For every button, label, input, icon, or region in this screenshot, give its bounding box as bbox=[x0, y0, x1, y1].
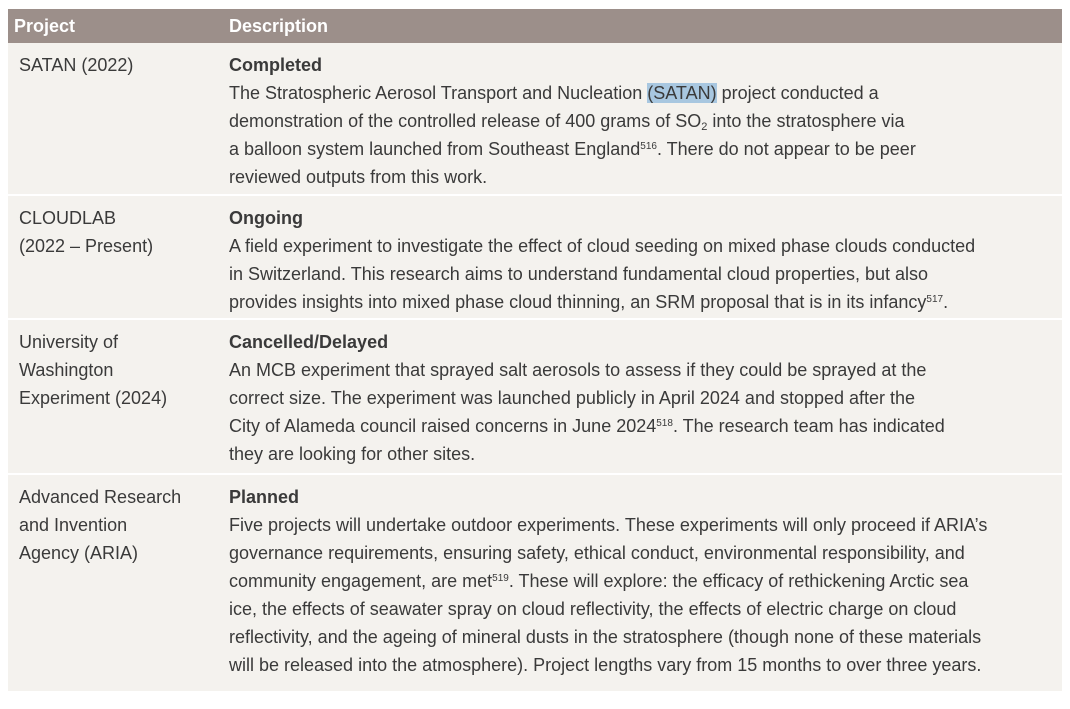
text-run: a balloon system launched from Southeast England bbox=[229, 139, 641, 159]
text-run: correct size. The experiment was launched publicly in April 2024 and stopped after the bbox=[229, 388, 916, 408]
project-description bbox=[229, 475, 1062, 679]
table-row bbox=[8, 475, 1062, 693]
description-line bbox=[229, 440, 1054, 468]
description-line bbox=[229, 384, 1054, 412]
text-run: they are looking for other sites. bbox=[229, 444, 476, 464]
description-line bbox=[229, 539, 1054, 567]
header-project: Project bbox=[14, 15, 76, 36]
subscript: 2 bbox=[701, 121, 708, 133]
description-line bbox=[229, 260, 1054, 288]
status-label: Completed bbox=[229, 55, 323, 75]
description-line bbox=[229, 107, 1054, 135]
description-line bbox=[229, 163, 1054, 191]
description-line bbox=[229, 412, 1054, 440]
description-line bbox=[229, 79, 1054, 107]
text-run: . The research team has indicated bbox=[672, 416, 945, 436]
description-line bbox=[229, 288, 1054, 316]
footnote-reference: 518 bbox=[656, 418, 673, 429]
description-line bbox=[229, 595, 1054, 623]
project-name-line: and Invention bbox=[19, 515, 128, 535]
table-row bbox=[8, 320, 1062, 475]
text-run: will be released into the atmosphere). Project lengths vary from 15 months to over three years. bbox=[229, 655, 982, 675]
text-run: Five projects will undertake outdoor experiments. These experiments will only proceed if ARIA’s bbox=[229, 515, 988, 535]
description-line bbox=[229, 651, 1054, 679]
header-description: Description bbox=[229, 15, 329, 36]
description-line bbox=[229, 135, 1054, 163]
table-row bbox=[8, 196, 1062, 320]
table-row bbox=[8, 43, 1062, 196]
text-run: An MCB experiment that sprayed salt aerosols to assess if they could be sprayed at the bbox=[229, 360, 927, 380]
footnote-reference: 516 bbox=[640, 141, 657, 152]
footnote-reference: 517 bbox=[926, 294, 944, 305]
text-run: A field experiment to investigate the effect of cloud seeding on mixed phase clouds conducted bbox=[229, 236, 976, 256]
text-run: . bbox=[943, 292, 949, 312]
text-run: . These will explore: the efficacy of rethickening Arctic sea bbox=[508, 571, 969, 591]
project-name-line: Advanced Research bbox=[19, 487, 182, 507]
description-line bbox=[229, 356, 1054, 384]
project-name-line: Agency (ARIA) bbox=[19, 543, 139, 563]
project-description bbox=[229, 196, 1062, 318]
text-run: City of Alameda council raised concerns in June 2024 bbox=[229, 416, 657, 436]
text-run: demonstration of the controlled release of 400 grams of SO bbox=[229, 111, 702, 131]
text-run: . There do not appear to be peer bbox=[656, 139, 916, 159]
project-name-line: Experiment (2024) bbox=[19, 388, 168, 408]
projects-table bbox=[8, 9, 1062, 693]
status-label: Ongoing bbox=[229, 208, 303, 228]
project-name bbox=[8, 320, 229, 473]
project-name-line: SATAN (2022) bbox=[19, 55, 134, 75]
text-run: ice, the effects of seawater spray on cloud reflectivity, the effects of electric charge on cloud bbox=[229, 599, 957, 619]
text-run: community engagement, are met bbox=[229, 571, 493, 591]
description-line bbox=[229, 232, 1054, 260]
text-run: project conducted a bbox=[716, 83, 879, 103]
text-run: The Stratospheric Aerosol Transport and Nucleation bbox=[229, 83, 648, 103]
project-name-line: University of bbox=[19, 332, 119, 352]
description-line bbox=[229, 511, 1054, 539]
project-name-line: (2022 – Present) bbox=[19, 236, 154, 256]
text-run: in Switzerland. This research aims to understand fundamental cloud properties, but also bbox=[229, 264, 929, 284]
project-name bbox=[8, 475, 229, 679]
status-label: Planned bbox=[229, 487, 300, 507]
table-header bbox=[8, 9, 1062, 43]
text-run: governance requirements, ensuring safety, ethical conduct, environmental responsibility, and bbox=[229, 543, 965, 563]
status-label: Cancelled/Delayed bbox=[229, 332, 389, 352]
footnote-reference: 519 bbox=[492, 573, 509, 584]
project-description bbox=[229, 43, 1062, 194]
description-line bbox=[229, 567, 1054, 595]
text-run: reviewed outputs from this work. bbox=[229, 167, 488, 187]
table-body bbox=[8, 43, 1062, 693]
text-run: into the stratosphere via bbox=[707, 111, 905, 131]
description-line bbox=[229, 623, 1054, 651]
project-name-line: CLOUDLAB bbox=[19, 208, 117, 228]
text-run: provides insights into mixed phase cloud thinning, an SRM proposal that is in its infancy bbox=[229, 292, 927, 312]
project-description bbox=[229, 320, 1062, 473]
project-name-line: Washington bbox=[19, 360, 114, 380]
text-selection-highlight: (SATAN) bbox=[647, 83, 717, 103]
project-name bbox=[8, 196, 229, 318]
text-run: reflectivity, and the ageing of mineral dusts in the stratosphere (though none of these materials bbox=[229, 627, 982, 647]
project-name bbox=[8, 43, 229, 194]
